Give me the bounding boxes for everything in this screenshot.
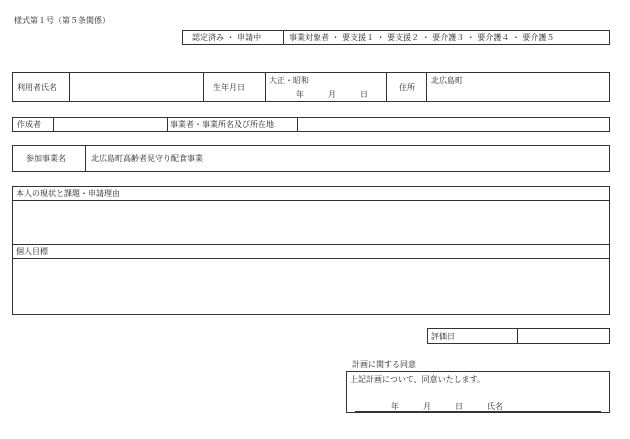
- office-field[interactable]: [299, 119, 604, 130]
- divider: [265, 73, 266, 101]
- consent-title: 計画に関する同意: [352, 360, 416, 369]
- current-status-label: 本人の現状と課題・申請理由: [16, 189, 120, 198]
- era-text[interactable]: 大正・昭和: [269, 76, 309, 85]
- address-value[interactable]: 北広島町: [431, 76, 463, 85]
- current-status-field[interactable]: [15, 202, 607, 242]
- program-label: 参加事業名: [26, 154, 66, 163]
- name-field[interactable]: [71, 75, 201, 99]
- status-divider: [283, 31, 284, 44]
- creator-field[interactable]: [55, 119, 165, 130]
- form-id: 様式第１号（第５条関係）: [14, 16, 110, 25]
- divider: [13, 200, 609, 201]
- evaluation-box: [427, 328, 610, 344]
- program-value[interactable]: 北広島町高齢者見守り配食事業: [91, 154, 203, 163]
- creator-label: 作成者: [17, 120, 41, 129]
- divider: [85, 146, 86, 171]
- divider: [517, 329, 518, 343]
- goal-label: 個人目標: [16, 247, 48, 256]
- consent-text: 上記計画について、同意いたします。: [350, 375, 486, 384]
- name-label: 利用者氏名: [17, 83, 57, 92]
- status-box: [182, 30, 610, 45]
- birth-label: 生年月日: [213, 83, 245, 92]
- assessment-block: [12, 186, 610, 315]
- divider: [53, 118, 54, 131]
- signature-underline: [355, 411, 601, 412]
- evaluation-field[interactable]: [519, 330, 607, 342]
- consent-sign-line[interactable]: 年 月 日 氏名: [391, 402, 503, 411]
- consent-box: [346, 371, 610, 413]
- status-text[interactable]: 認定済み ・ 申請中: [192, 33, 262, 42]
- birth-date-format[interactable]: 年 月 日: [296, 90, 368, 99]
- office-label: 事業者・事業所名及び所在地: [170, 120, 274, 129]
- divider: [13, 258, 609, 259]
- divider: [69, 73, 70, 101]
- evaluation-label: 評価日: [431, 332, 455, 341]
- divider: [426, 73, 427, 101]
- goal-field[interactable]: [15, 260, 607, 312]
- address-label: 住所: [399, 83, 415, 92]
- divider: [297, 118, 298, 131]
- program-row: [12, 145, 610, 172]
- creator-row: [12, 117, 610, 132]
- divider: [386, 73, 387, 101]
- user-info-row: [12, 72, 610, 102]
- category-text[interactable]: 事業対象者 ・ 要支援１ ・ 要支援２ ・ 要介護３ ・ 要介護４ ・ 要介護５: [289, 33, 555, 42]
- divider: [167, 118, 168, 131]
- divider: [13, 244, 609, 245]
- divider: [203, 73, 204, 101]
